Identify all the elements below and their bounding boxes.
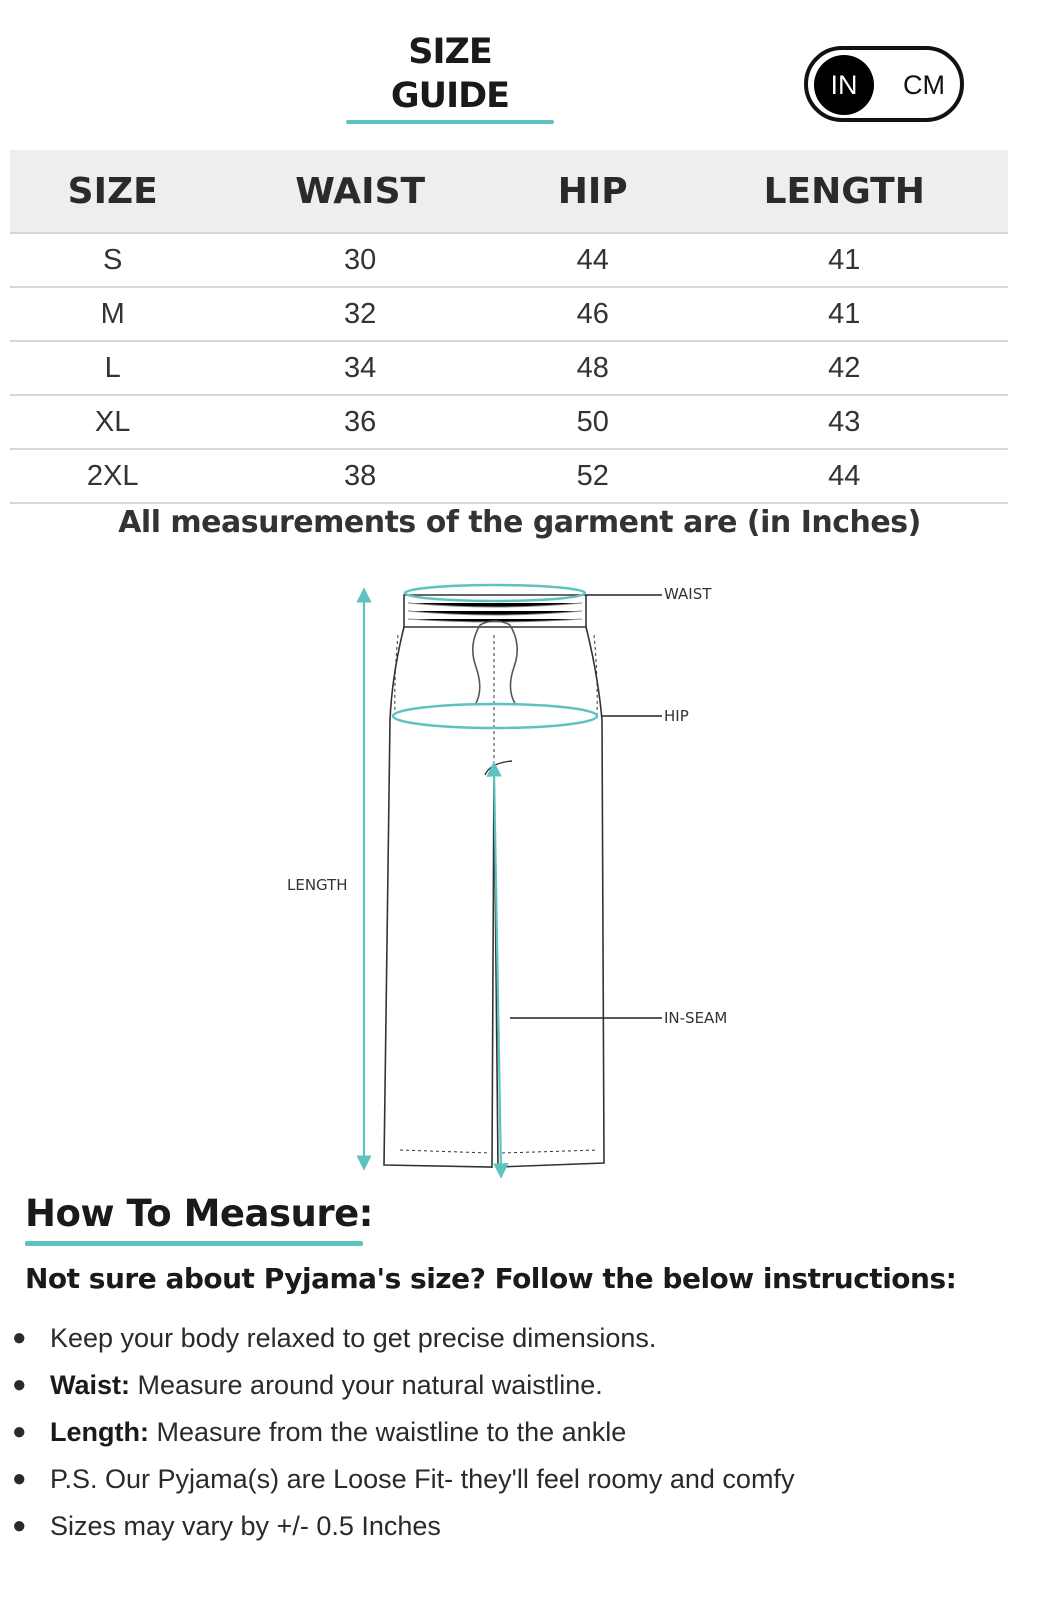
cell-length: 41 (680, 287, 1008, 341)
inseam-label: IN-SEAM (664, 1009, 728, 1027)
cell-size: 2XL (10, 449, 215, 503)
table-row (10, 233, 1008, 287)
bullet-icon: ● (12, 1371, 27, 1398)
list-item: ● Keep your body relaxed to get precise dimensions. (0, 1318, 1039, 1365)
cell-hip: 46 (505, 287, 680, 341)
column-header-waist: WAIST (215, 150, 505, 233)
bullet-icon: ● (12, 1418, 27, 1445)
table-row (10, 287, 1008, 341)
instructions-subheading: Not sure about Pyjama's size? Follow the below instructions: (25, 1262, 957, 1295)
unit-toggle[interactable] (804, 46, 964, 122)
cell-waist: 36 (215, 395, 505, 449)
list-item: ● P.S. Our Pyjama(s) are Loose Fit- they'll feel roomy and comfy (0, 1459, 1039, 1506)
cell-size: XL (10, 395, 215, 449)
column-header-size: SIZE (10, 150, 215, 233)
table-row (10, 395, 1008, 449)
hip-measure-line (393, 704, 597, 728)
cell-waist: 34 (215, 341, 505, 395)
crotch-curve (485, 761, 512, 775)
length-label: LENGTH (287, 876, 348, 894)
measure-tips-list (0, 1318, 1039, 1553)
drawstring (473, 621, 517, 705)
table-header-row (10, 150, 1008, 233)
how-to-underline (25, 1241, 363, 1246)
cell-length: 44 (680, 449, 1008, 503)
hip-label: HIP (664, 707, 689, 725)
bullet-icon: ● (12, 1465, 27, 1492)
cell-length: 41 (680, 233, 1008, 287)
cell-size: M (10, 287, 215, 341)
how-to-measure-heading: How To Measure: (25, 1192, 373, 1235)
table-row (10, 341, 1008, 395)
size-table (10, 150, 1008, 504)
cell-hip: 48 (505, 341, 680, 395)
waistband-gathers (408, 603, 582, 622)
bullet-icon: ● (12, 1324, 27, 1351)
list-item: ● Length: Measure from the waistline to the ankle (0, 1412, 1039, 1459)
list-item: ● Waist: Measure around your natural waistline. (0, 1365, 1039, 1412)
column-header-hip: HIP (505, 150, 680, 233)
unit-option-inches[interactable]: IN (814, 55, 874, 115)
waist-label: WAIST (664, 585, 712, 603)
cell-size: S (10, 233, 215, 287)
cell-waist: 32 (215, 287, 505, 341)
cell-hip: 52 (505, 449, 680, 503)
measurement-note: All measurements of the garment are (in Inches) (118, 505, 921, 540)
cell-length: 43 (680, 395, 1008, 449)
cell-hip: 44 (505, 233, 680, 287)
size-guide-heading (346, 30, 554, 124)
cell-hip: 50 (505, 395, 680, 449)
list-item: ● Sizes may vary by +/- 0.5 Inches (0, 1506, 1039, 1553)
waist-measure-line (405, 585, 585, 601)
cell-size: L (10, 341, 215, 395)
title-underline (346, 120, 554, 124)
cell-waist: 30 (215, 233, 505, 287)
cell-length: 42 (680, 341, 1008, 395)
cell-waist: 38 (215, 449, 505, 503)
column-header-length: LENGTH (680, 150, 1008, 233)
page-title: SIZE GUIDE (390, 32, 510, 116)
bullet-icon: ● (12, 1512, 27, 1539)
pyjama-outline (384, 595, 604, 1167)
pyjama-measurement-diagram (280, 575, 750, 1180)
table-row (10, 449, 1008, 503)
unit-option-cm[interactable]: CM (903, 69, 945, 100)
